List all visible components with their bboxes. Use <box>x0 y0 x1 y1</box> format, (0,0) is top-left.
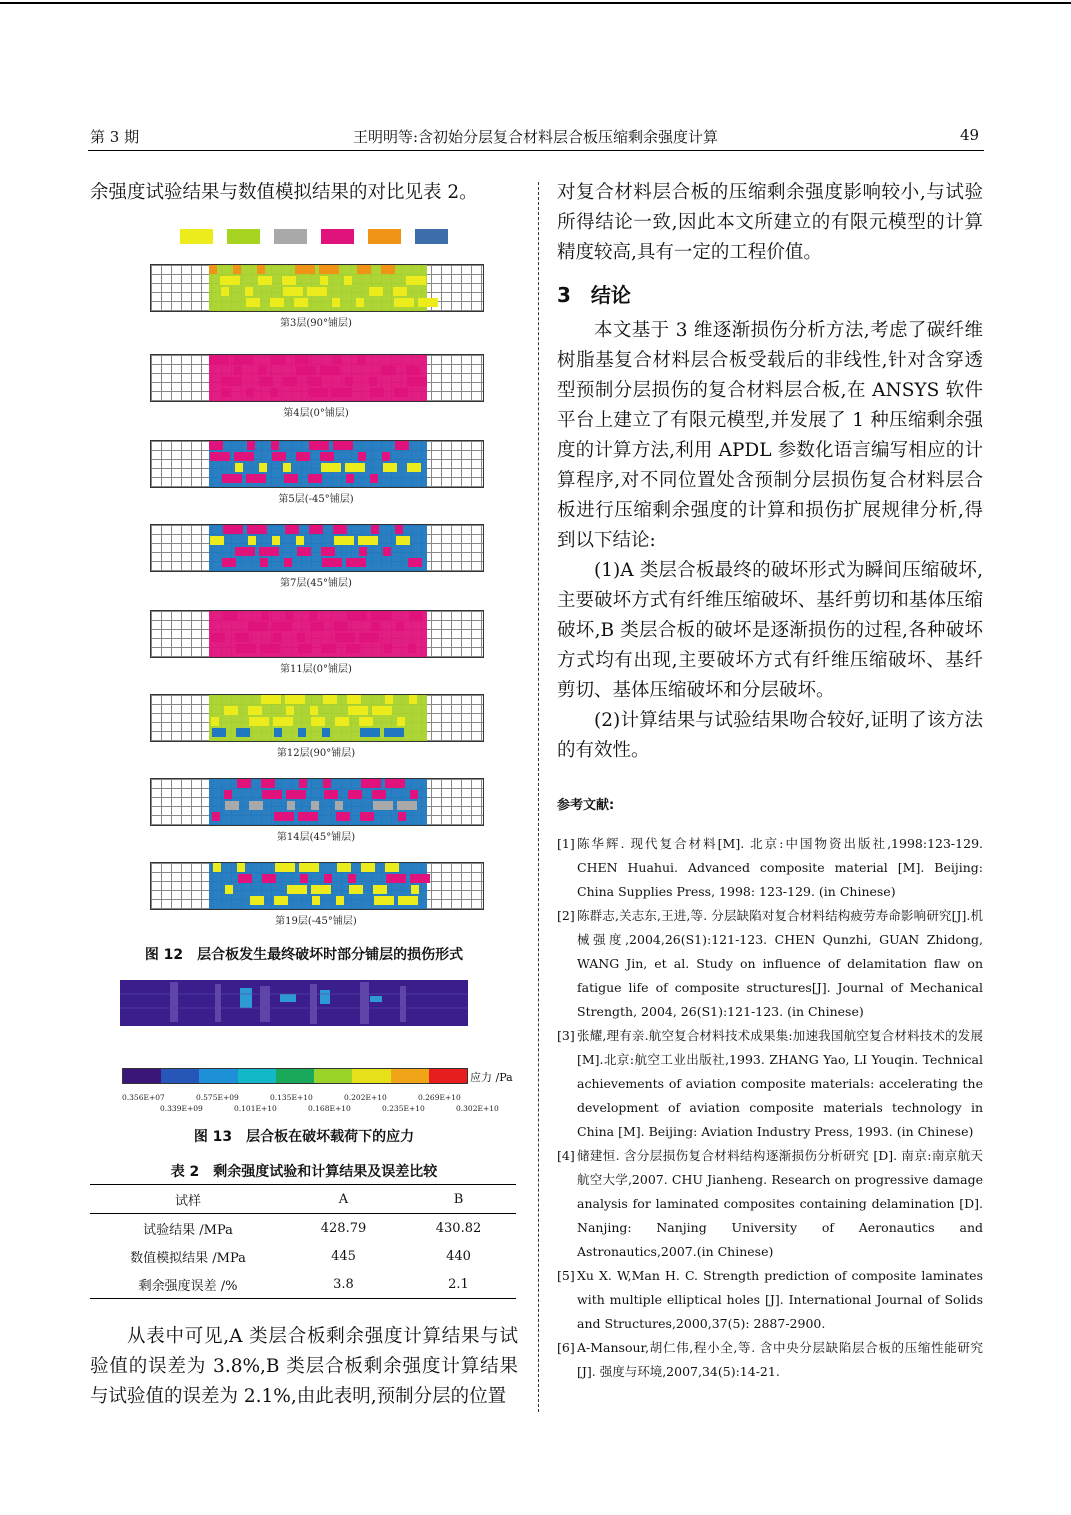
table-cell: 428.79 <box>320 1220 367 1236</box>
header-page-number: 49 <box>960 126 980 144</box>
table-cell: 440 <box>446 1248 471 1264</box>
colorbar-segment <box>429 1069 467 1083</box>
table-cell: 430.82 <box>435 1220 482 1236</box>
layer-grid <box>150 778 484 826</box>
colorbar-tick-label: 0.269E+10 <box>418 1093 461 1102</box>
table-row <box>90 1214 516 1243</box>
layer-grid <box>150 610 484 658</box>
right-continuation: 对复合材料层合板的压缩剩余强度影响较小,与试验所得结论一致,因此本文所建立的有限元模型的计算精度较高,具有一定的工程价值。 <box>557 182 983 263</box>
layer-grid <box>150 440 484 488</box>
layer-grid <box>150 862 484 910</box>
layer-label: 第5层(-45°铺层) <box>278 494 354 505</box>
reference-item: [3] 张耀,理有亲.航空复合材料技术成果集:加速我国航空复合材料技术的发展[M].北京:航空工业出版社,1993. ZHANG Yao, LI Youqin. Technical achievements of aviation composite materials: accelerating the development of aviation composite materials technology in China [M]. Beijing: Aviation Industry Press, 1993. (in Chinese) <box>557 1028 983 1139</box>
layer-grid <box>150 694 484 742</box>
fig13-caption: 图 13 层合板在破坏载荷下的应力 <box>193 1129 415 1145</box>
layer-label: 第19层(-45°铺层) <box>275 916 357 927</box>
colorbar-tick-label: 0.356E+07 <box>122 1093 165 1102</box>
layer-label: 第3层(90°铺层) <box>280 318 352 329</box>
table2-caption: 表 2 剩余强度试验和计算结果及误差比较 <box>170 1164 438 1180</box>
conclusion-para-2: (1)A 类层合板最终的破坏形式为瞬间压缩破坏,主要破坏方式有纤维压缩破坏、基纤剪切和基体压缩破坏,B 类层合板的破坏是逐渐损伤的过程,各种破坏方式均有出现,主要破坏方式有纤维压缩破坏、基纤剪切、基体压缩破坏和分层破坏。 <box>557 560 983 701</box>
reference-item: [4] 储建恒. 含分层损伤复合材料结构逐渐损伤分析研究 [D]. 南京:南京航天航空大学,2007. CHU Jianheng. Research on progressive damage analysis for laminated composites containing delamination [D]. Nanjing: Nanjing University of Aeronautics and Astronautics,2007.(in Chinese) <box>557 1148 983 1259</box>
layer-grid <box>150 524 484 572</box>
legend-swatch <box>227 229 260 244</box>
fig13-unit-label: 应力 /Pa <box>470 1071 513 1084</box>
colorbar-tick-label: 0.575E+09 <box>196 1093 239 1102</box>
layer-label: 第4层(0°铺层) <box>283 408 349 419</box>
colorbar-tick-label: 0.302E+10 <box>456 1104 499 1113</box>
table2-header-cell: B <box>453 1191 464 1207</box>
top-border <box>0 2 1071 4</box>
references-list <box>557 832 983 1384</box>
legend-swatch <box>321 229 354 244</box>
layer-label: 第11层(0°铺层) <box>280 664 352 675</box>
colorbar-segment <box>276 1069 314 1083</box>
table-cell: 3.8 <box>333 1276 354 1292</box>
fig12-caption: 图 12 层合板发生最终破坏时部分铺层的损伤形式 <box>144 947 464 963</box>
table2-header-cell: 试样 <box>174 1193 201 1209</box>
reference-item: [6] A-Mansour,胡仁伟,程小全,等. 含中央分层缺陷层合板的压缩性能研究[J]. 强度与环境,2007,34(5):14-21. <box>557 1340 983 1379</box>
left-outro <box>90 1322 518 1412</box>
fig13-stress-contour <box>120 972 468 1026</box>
table-cell: 数值模拟结果 /MPa <box>130 1250 246 1266</box>
colorbar-segment <box>238 1069 276 1083</box>
legend-swatch <box>274 229 307 244</box>
colorbar-tick-label: 0.202E+10 <box>344 1093 387 1102</box>
colorbar-tick-label: 0.168E+10 <box>308 1104 351 1113</box>
colorbar-segment <box>352 1069 390 1083</box>
table-cell: 试验结果 /MPa <box>143 1222 233 1238</box>
reference-item: [2] 陈群志,关志东,王进,等. 分层缺陷对复合材料结构疲劳寿命影响研究[J].机械强度,2004,26(S1):121-123. CHEN Qunzhi, GUAN Zhidong, WANG Jin, et al. Study on influence of delamitation flaw on fatigue life of composite structures[J]. Journal of Mechanical Strength, 2004, 26(S1):121-123. (in Chinese) <box>557 908 983 1019</box>
reference-item: [1] 陈华辉. 现代复合材料[M]. 北京:中国物资出版社,1998:123-129. CHEN Huahui. Advanced composite material [M]. Beijing: China Supplies Press, 1998: 123-129. (in Chinese) <box>557 836 983 899</box>
colorbar-segment <box>314 1069 352 1083</box>
layer-label: 第12层(90°铺层) <box>276 748 356 759</box>
layer-label: 第7层(45°铺层) <box>280 578 352 589</box>
table-row <box>90 1270 516 1299</box>
legend-swatch <box>415 229 448 244</box>
table2-header-row <box>90 1185 516 1214</box>
table-cell: 2.1 <box>448 1276 469 1292</box>
table-row <box>90 1242 516 1270</box>
table2 <box>90 1184 516 1299</box>
colorbar-tick-label: 0.101E+10 <box>234 1104 277 1113</box>
colorbar-tick-label: 0.235E+10 <box>382 1104 425 1113</box>
conclusion-para-1: 本文基于 3 维逐渐损伤分析方法,考虑了碳纤维树脂基复合材料层合板受载后的非线性,针对含穿透型预制分层损伤的复合材料层合板,在 ANSYS 软件平台上建立了有限元模型,并发展了 1 种压缩剩余强度的计算方法,利用 APDL 参数化语言编写相应的计算程序,对不同位置处含预制分层损伤复合材料层合板进行压缩剩余强度的计算和损伤扩展规律分析,得到以下结论: <box>557 320 983 551</box>
layer-grid <box>150 264 484 312</box>
legend-swatch <box>368 229 401 244</box>
section-title: 3 结论 <box>557 283 631 307</box>
header-rule <box>88 150 984 151</box>
colorbar-segment <box>199 1069 237 1083</box>
header-title: 王明明等:含初始分层复合材料层合板压缩剩余强度计算 <box>352 128 719 146</box>
fig13-colorbar <box>122 1068 468 1084</box>
table-cell: 445 <box>331 1248 356 1264</box>
left-outro-text: 从表中可见,A 类层合板剩余强度计算结果与试验值的误差为 3.8%,B 类层合板剩余强度计算结果与试验值的误差为 2.1%,由此表明,预制分层的位置 <box>90 1326 518 1407</box>
left-intro: 余强度试验结果与数值模拟结果的对比见表 2。 <box>90 182 478 203</box>
table-cell: 剩余强度误差 /% <box>138 1278 238 1294</box>
colorbar-tick-label: 0.135E+10 <box>270 1093 313 1102</box>
legend-swatch <box>180 229 213 244</box>
layer-grid <box>150 354 484 402</box>
conclusion-para-3: (2)计算结果与试验结果吻合较好,证明了该方法的有效性。 <box>557 710 983 761</box>
colorbar-segment <box>391 1069 429 1083</box>
colorbar-segment <box>123 1069 161 1083</box>
header-issue: 第 3 期 <box>90 128 140 146</box>
right-column-text <box>557 178 983 766</box>
column-separator <box>538 182 539 1412</box>
table2-header-cell: A <box>338 1191 349 1207</box>
reference-item: [5] Xu X. W,Man H. C. Strength prediction of composite laminates with multiple elliptical holes [J]. International Journal of Solids and Structures,2000,37(5): 2887-2900. <box>557 1268 983 1331</box>
colorbar-tick-label: 0.339E+09 <box>160 1104 203 1113</box>
references-title: 参考文献: <box>557 798 615 813</box>
colorbar-segment <box>161 1069 199 1083</box>
layer-label: 第14层(45°铺层) <box>276 832 356 843</box>
